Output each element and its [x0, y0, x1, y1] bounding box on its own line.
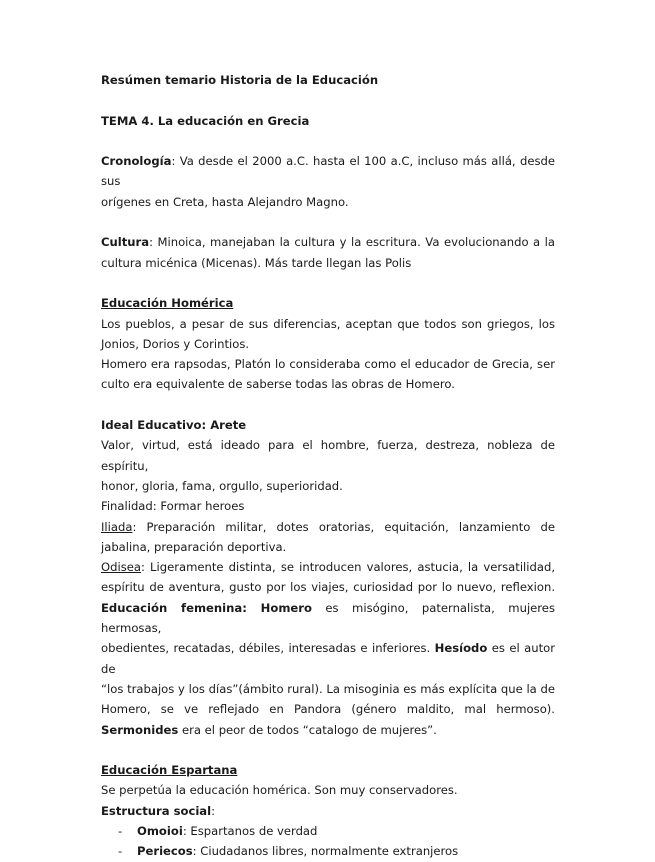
odisea-line-1: Odisea: Ligeramente distinta, se introducen valores, astucia, la versatilidad, — [101, 560, 555, 575]
iliada-line-1: Iliada: Preparación militar, dotes oratorias, equitación, lanzamiento de — [101, 519, 555, 534]
odisea-line-2: espíritu de aventura, gusto por los viajes, curiosidad por lo nuevo, reflexion. — [101, 580, 555, 595]
document-title: Resúmen temario Historia de la Educación — [101, 73, 379, 87]
homerica-p2-line-2: culto era equivalente de saberse todas las obras de Homero. — [101, 377, 455, 392]
tema-title: TEMA 4. La educación en Grecia — [101, 113, 310, 128]
iliada-line-2: jabalina, preparación deportiva. — [101, 539, 287, 554]
femenina-line-4: Homero, se ve reflejado en Pandora (género maldito, mal hermoso). — [101, 702, 555, 717]
homerica-p1-line-2: Jonios, Dorios y Corintios. — [101, 336, 250, 351]
sermonides-label: Sermonides — [101, 722, 179, 737]
document-page — [101, 70, 555, 862]
estructura-social-label: Estructura social — [101, 803, 212, 818]
list-item-label: Omoioi — [137, 823, 183, 838]
cultura-label: Cultura — [101, 235, 150, 250]
estructura-social-line: Estructura social: — [101, 803, 215, 818]
cronologia-label: Cronología — [101, 154, 172, 169]
list-dash: - — [118, 823, 123, 838]
list-dash: - — [118, 844, 123, 859]
odisea-label: Odisea — [101, 560, 141, 575]
cronologia-line-2: orígenes en Creta, hasta Alejandro Magno. — [101, 194, 349, 209]
cultura-line-1: Cultura: Minoica, manejaban la cultura y la escritura. Va evolucionando a la — [101, 235, 555, 250]
ideal-heading: Ideal Educativo: Arete — [101, 418, 247, 433]
femenina-label: Educación femenina: Homero — [101, 600, 312, 615]
espartana-intro: Se perpetúa la educación homérica. Son muy conservadores. — [101, 783, 458, 798]
femenina-line-2: obedientes, recatadas, débiles, interesadas e inferiores. Hesíodo es el autor de — [101, 641, 555, 676]
list-item-text: : Ciudadanos libres, normalmente extranjeros — [192, 844, 459, 859]
iliada-label: Iliada — [101, 519, 133, 534]
femenina-line-3: “los trabajos y los días”(ámbito rural). La misoginia es más explícita que la de — [101, 681, 555, 696]
list-item-label: Periecos — [137, 844, 193, 859]
ideal-valor-line-2: honor, gloria, fama, orgullo, superioridad. — [101, 478, 343, 493]
femenina-line-1: Educación femenina: Homero es misógino, paternalista, mujeres hermosas, — [101, 600, 555, 636]
list-item-text: : Espartanos de verdad — [182, 823, 318, 838]
hesiodo-label: Hesíodo — [434, 641, 488, 656]
ideal-finalidad: Finalidad: Formar heroes — [101, 499, 245, 514]
list-item — [101, 821, 555, 841]
cultura-line-2: cultura micénica (Micenas). Más tarde llegan las Polis — [101, 255, 412, 270]
ideal-valor-line-1: Valor, virtud, está ideado para el hombre, fuerza, destreza, nobleza de espíritu, — [101, 438, 555, 473]
espartana-heading: Educación Espartana — [101, 763, 238, 778]
homerica-p2-line-1: Homero era rapsodas, Platón lo consideraba como el educador de Grecia, ser — [101, 357, 555, 372]
homerica-heading: Educación Homérica — [101, 296, 234, 311]
cronologia-line-1: Cronología: Va desde el 2000 a.C. hasta el 100 a.C, incluso más allá, desde sus — [101, 154, 555, 189]
sermonides-line: Sermonides era el peor de todos “catalogo de mujeres”. — [101, 722, 437, 737]
homerica-p1-line-1: Los pueblos, a pesar de sus diferencias, aceptan que todos son griegos, los — [101, 316, 555, 331]
list-item — [101, 841, 555, 861]
